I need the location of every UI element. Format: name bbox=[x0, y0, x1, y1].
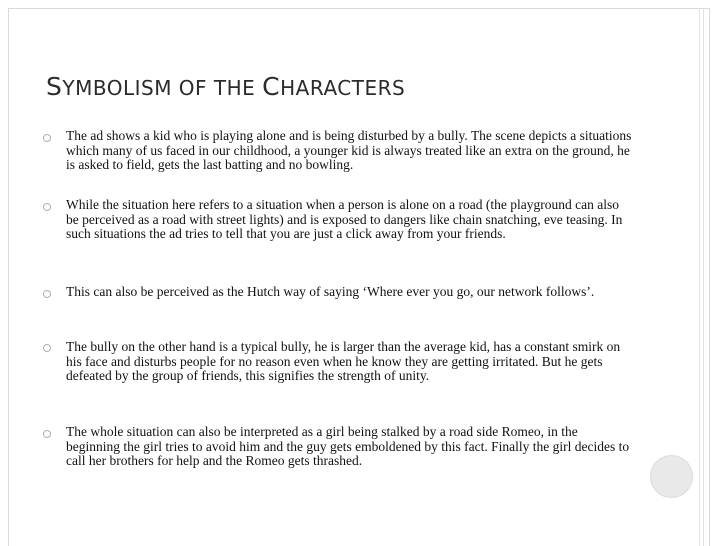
bullet-icon bbox=[43, 134, 51, 142]
title-part: C bbox=[262, 72, 281, 101]
bullet-text: The bully on the other hand is a typical bully, he is larger than the average kid, has a constant smirk on his face and disturbs people for no reason even when he know they are getting irritated. But he gets defeated by the group of friends, this signifies the strength of unity. bbox=[66, 339, 621, 383]
right-divider-line bbox=[699, 8, 700, 546]
bullet-icon bbox=[43, 203, 51, 211]
right-divider-line bbox=[703, 8, 704, 546]
decorative-circle bbox=[650, 455, 693, 498]
slide-title bbox=[46, 74, 405, 99]
bullet-text: The whole situation can also be interpreted as a girl being stalked by a road side Romeo, in the beginning the girl tries to avoid him and the guy gets emboldened by this fact. Finally the girl decides to call her brothers for help and the Romeo gets thrashed. bbox=[66, 424, 630, 468]
title-part: S bbox=[46, 72, 63, 101]
bullet-text: While the situation here refers to a situation when a person is alone on a road (the playground can also be perceived as a road with street lights) and is exposed to dangers like chain snatching, eve teasing. In such situations the ad tries to tell that you are just a click away from your friends. bbox=[66, 197, 623, 241]
bullet-icon bbox=[43, 290, 51, 298]
bullet-icon bbox=[43, 344, 51, 352]
title-part: HARACTERS bbox=[280, 76, 406, 100]
bullet-text: This can also be perceived as the Hutch way of saying ‘Where ever you go, our network follows’. bbox=[66, 284, 595, 299]
bullet-icon bbox=[43, 430, 51, 438]
title-part: YMBOLISM OF THE bbox=[62, 76, 263, 100]
bullet-text: The ad shows a kid who is playing alone and is being disturbed by a bully. The scene depicts a situations which many of us faced in our childhood, a younger kid is always treated like an extra on the ground, he is asked to field, gets the last batting and no bowling. bbox=[66, 128, 632, 172]
